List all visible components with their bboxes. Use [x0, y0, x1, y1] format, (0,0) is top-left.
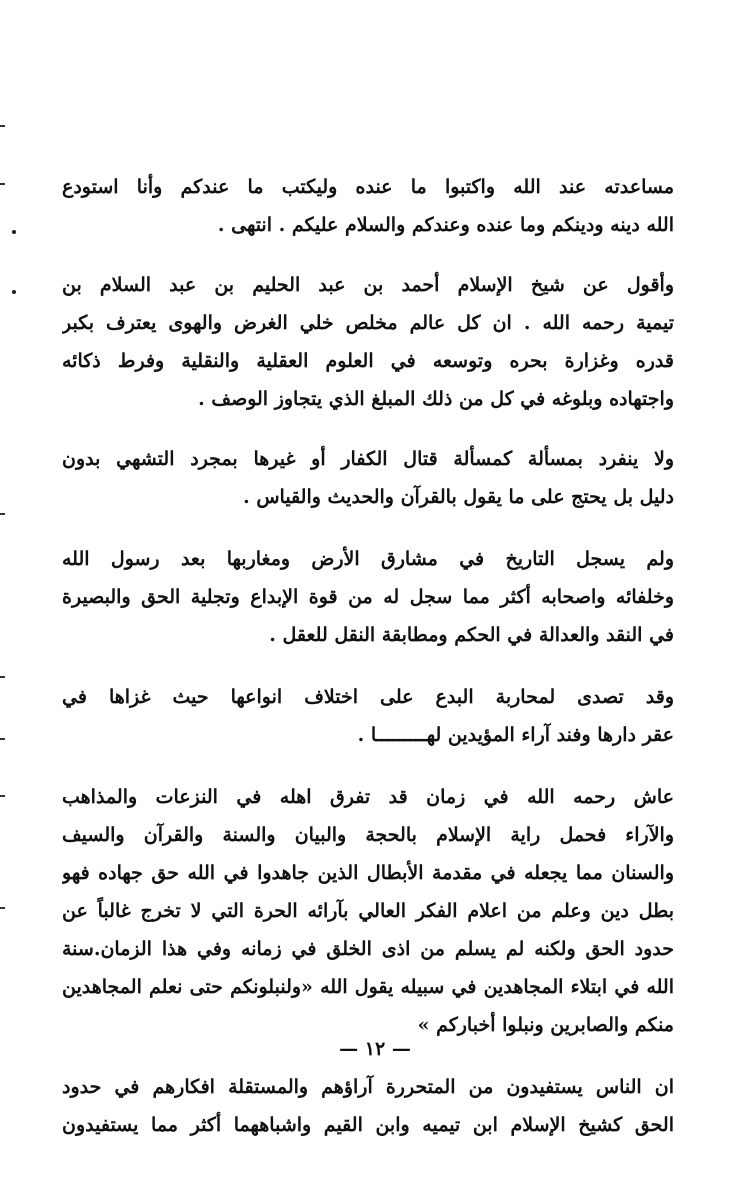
text-line: وقد تصدى لمحاربة البدع على اختلاف انواعها حيث غزاها في	[62, 686, 674, 708]
scan-edge-mark	[0, 676, 5, 678]
text-line: الحق كشيخ الإسلام ابن تيميه وابن القيم واشباههما أكثر مما يستفيدون	[62, 1114, 674, 1136]
text-line: مساعدته عند الله واكتبوا ما عنده وليكتب ما عندكم وأنا استودع	[62, 176, 674, 198]
text-line: وخلفائه واصحابه أكثر مما سجل له من قوة الإبداع وتجلية الحق والبصيرة	[62, 586, 674, 608]
text-line: عقر دارها وفند آراء المؤيدين لهـــــــــا .	[357, 724, 674, 746]
text-line: والآراء فحمل راية الإسلام بالحجة والبيان والسنة والقرآن والسيف	[62, 824, 674, 846]
text-line: في النقد والعدالة في الحكم ومطابقة النقل للعقل .	[269, 624, 674, 646]
text-line: عاش رحمه الله في زمان قد تفرق اهله في النزعات والمذاهب	[62, 786, 674, 808]
paragraph	[62, 168, 674, 244]
text-line: ان الناس يستفيدون من المتحررة آراؤهم والمستقلة افكارهم في حدود	[62, 1076, 674, 1098]
scan-speck	[12, 290, 16, 294]
scan-speck	[12, 230, 16, 234]
scan-edge-mark	[0, 125, 5, 127]
text-line: قدره وغزارة بحره وتوسعه في العلوم العقلية والنقلية وفرط ذكائه	[62, 350, 674, 372]
document-page	[62, 168, 674, 1144]
page-number: — ١٢ —	[339, 1038, 411, 1060]
paragraph	[62, 266, 674, 418]
paragraph	[62, 678, 674, 754]
text-line: حدود الحق ولكنه لم يسلم من اذى الخلق في زمانه وفي هذا الزمان.سنة	[62, 938, 674, 960]
scan-edge-mark	[0, 183, 5, 185]
text-line: الله في ابتلاء المجاهدين في سبيله يقول الله «ولنبلونكم حتى نعلم المجاهدين	[62, 976, 674, 998]
scan-edge-mark	[0, 795, 5, 797]
scan-edge-mark	[0, 513, 5, 515]
text-line: واجتهاده وبلوغه في كل من ذلك المبلغ الذي يتجاوز الوصف .	[198, 388, 674, 410]
paragraph	[62, 778, 674, 1044]
text-line: منكم والصابرين ونبلوا أخباركم »	[417, 1014, 674, 1036]
scan-edge-mark	[0, 907, 5, 909]
paragraph	[62, 440, 674, 516]
text-line: وأقول عن شيخ الإسلام أحمد بن عبد الحليم بن عبد السلام بن	[62, 274, 674, 296]
scan-edge-mark	[0, 738, 5, 740]
text-line: ولم يسجل التاريخ في مشارق الأرض ومغاربها بعد رسول الله	[62, 548, 674, 570]
text-line: بطل دين وعلم من اعلام الفكر العالي بآرائه الحرة التي لا تخرج غالباً عن	[62, 900, 674, 922]
text-line: دليل بل يحتج على ما يقول بالقرآن والحديث والقياس .	[243, 486, 674, 508]
text-line: والسنان مما يجعله في مقدمة الأبطال الذين جاهدوا في الله حق جهاده فهو	[62, 862, 674, 884]
text-line: ولا ينفرد بمسألة كمسألة قتال الكفار أو غيرها بمجرد التشهي بدون	[62, 448, 674, 470]
paragraph	[62, 1068, 674, 1144]
paragraph	[62, 540, 674, 654]
text-line: الله دينه ودينكم وما عنده وعندكم والسلام عليكم . انتهى .	[217, 214, 674, 236]
text-line: تيمية رحمه الله . ان كل عالم مخلص خلي الغرض والهوى يعترف بكبر	[62, 312, 674, 334]
